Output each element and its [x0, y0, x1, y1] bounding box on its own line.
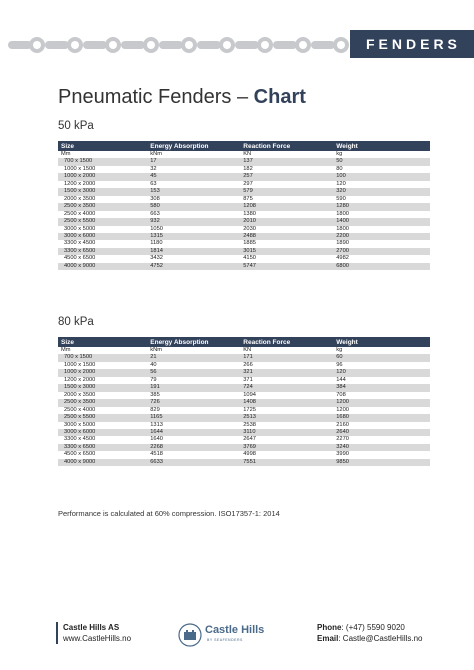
table-cell: 182: [240, 166, 333, 173]
table-cell: 2500 x 3500: [58, 399, 147, 406]
table-body: [58, 347, 430, 466]
table-cell: 3000 x 5000: [58, 422, 147, 429]
table-cell: 3432: [147, 255, 240, 262]
table-cell: 4752: [147, 263, 240, 270]
table-cell: 96: [333, 362, 430, 369]
table-row: [58, 211, 430, 218]
phone-label: Phone: [317, 623, 342, 632]
spec-table-80kpa: [58, 337, 430, 466]
table-cell: 1814: [147, 248, 240, 255]
column-header: Reaction Force: [240, 337, 333, 347]
table-cell: 7551: [240, 459, 333, 466]
table-row: [58, 429, 430, 436]
table-row: [58, 369, 430, 376]
table-cell: 932: [147, 218, 240, 225]
unit-cell: KN: [240, 151, 333, 158]
table-cell: 3990: [333, 451, 430, 458]
table-cell: 371: [240, 377, 333, 384]
table-row: [58, 188, 430, 195]
unit-cell: Mm: [58, 151, 147, 158]
table-cell: 829: [147, 407, 240, 414]
table-cell: 3769: [240, 444, 333, 451]
table-cell: 4982: [333, 255, 430, 262]
table-row: [58, 354, 430, 361]
email-label: Email: [317, 634, 339, 643]
table-cell: 144: [333, 377, 430, 384]
table-cell: 321: [240, 369, 333, 376]
table-cell: 2500 x 5500: [58, 218, 147, 225]
table-row: [58, 173, 430, 180]
table-cell: 17: [147, 158, 240, 165]
footer-company-block: [63, 622, 131, 644]
table-cell: 120: [333, 181, 430, 188]
table-cell: 1313: [147, 422, 240, 429]
table-cell: 726: [147, 399, 240, 406]
units-row: [58, 347, 430, 354]
table-cell: 1680: [333, 414, 430, 421]
table-cell: 1400: [333, 218, 430, 225]
column-header: Energy Absorption: [147, 337, 240, 347]
column-header: Weight: [333, 337, 430, 347]
table-row: [58, 444, 430, 451]
phone-line: [317, 622, 423, 633]
table-cell: 1800: [333, 211, 430, 218]
table-cell: 1315: [147, 233, 240, 240]
table-cell: 1165: [147, 414, 240, 421]
table-cell: 60: [333, 354, 430, 361]
table-cell: 2500 x 4000: [58, 407, 147, 414]
unit-cell: kNm: [147, 151, 240, 158]
table-cell: 1200 x 2000: [58, 377, 147, 384]
table-cell: 708: [333, 392, 430, 399]
table-row: [58, 226, 430, 233]
table-cell: 153: [147, 188, 240, 195]
page-title: [58, 86, 306, 109]
unit-cell: KN: [240, 347, 333, 354]
table-cell: 1208: [240, 203, 333, 210]
column-header: Weight: [333, 141, 430, 151]
table-cell: 385: [147, 392, 240, 399]
table-row: [58, 181, 430, 188]
column-header: Energy Absorption: [147, 141, 240, 151]
table-cell: 2700: [333, 248, 430, 255]
logo-text: Castle Hills: [205, 624, 265, 636]
table-cell: 724: [240, 384, 333, 391]
table-cell: 1800: [333, 226, 430, 233]
table-cell: 320: [333, 188, 430, 195]
unit-cell: kg: [333, 347, 430, 354]
table-cell: 2270: [333, 436, 430, 443]
table-cell: 1280: [333, 203, 430, 210]
table-cell: 1640: [147, 436, 240, 443]
table-cell: 3300 x 4500: [58, 240, 147, 247]
table-cell: 1725: [240, 407, 333, 414]
table-cell: 2513: [240, 414, 333, 421]
table-row: [58, 399, 430, 406]
table-row: [58, 414, 430, 421]
footer-contact-block: [317, 622, 423, 644]
table-cell: 3240: [333, 444, 430, 451]
table-cell: 4500 x 6500: [58, 451, 147, 458]
table-cell: 700 x 1500: [58, 354, 147, 361]
table-cell: 1200: [333, 407, 430, 414]
column-header: Size: [58, 141, 147, 151]
table-header-row: [58, 337, 430, 347]
table-cell: 3000 x 6000: [58, 429, 147, 436]
table-row: [58, 240, 430, 247]
table-row: [58, 263, 430, 270]
table-cell: 1500 x 3000: [58, 384, 147, 391]
table-cell: 2160: [333, 422, 430, 429]
table-cell: 4000 x 9000: [58, 459, 147, 466]
table-cell: 1094: [240, 392, 333, 399]
table-row: [58, 218, 430, 225]
column-header: Reaction Force: [240, 141, 333, 151]
footer-divider: [56, 622, 58, 644]
table-cell: 4150: [240, 255, 333, 262]
unit-cell: kg: [333, 151, 430, 158]
table-cell: 40: [147, 362, 240, 369]
table-cell: 308: [147, 196, 240, 203]
table-cell: 9850: [333, 459, 430, 466]
table-row: [58, 166, 430, 173]
table-cell: 1890: [333, 240, 430, 247]
phone-number[interactable]: : (+47) 5590 9020: [341, 623, 405, 632]
table-cell: 45: [147, 173, 240, 180]
table-cell: 1000 x 1500: [58, 166, 147, 173]
table-cell: 137: [240, 158, 333, 165]
table-cell: 56: [147, 369, 240, 376]
table-cell: 2200: [333, 233, 430, 240]
table-label-80kpa: 80 kPa: [58, 316, 94, 328]
performance-note: Performance is calculated at 60% compression. ISO17357-1: 2014: [58, 509, 280, 518]
table-cell: 1000 x 2000: [58, 173, 147, 180]
table-cell: 4500 x 6500: [58, 255, 147, 262]
table-cell: 2640: [333, 429, 430, 436]
table-cell: 1644: [147, 429, 240, 436]
table-cell: 79: [147, 377, 240, 384]
table-cell: 700 x 1500: [58, 158, 147, 165]
table-row: [58, 459, 430, 466]
table-cell: 80: [333, 166, 430, 173]
table-cell: 6800: [333, 263, 430, 270]
table-row: [58, 392, 430, 399]
unit-cell: kNm: [147, 347, 240, 354]
email-line: [317, 633, 423, 644]
table-cell: 875: [240, 196, 333, 203]
table-cell: 297: [240, 181, 333, 188]
table-cell: 2000 x 3500: [58, 196, 147, 203]
page-title-highlight: Chart: [253, 86, 306, 108]
table-cell: 1885: [240, 240, 333, 247]
table-cell: 5747: [240, 263, 333, 270]
table-cell: 4518: [147, 451, 240, 458]
table-cell: 63: [147, 181, 240, 188]
table-row: [58, 436, 430, 443]
table-cell: 3300 x 4500: [58, 436, 147, 443]
website-link[interactable]: www.CastleHills.no: [63, 634, 132, 643]
units-row: [58, 151, 430, 158]
table-row: [58, 158, 430, 165]
table-row: [58, 377, 430, 384]
column-header: Size: [58, 337, 147, 347]
table-cell: 384: [333, 384, 430, 391]
table-cell: 2647: [240, 436, 333, 443]
brand-banner: FENDERS: [350, 30, 474, 58]
table-cell: 100: [333, 173, 430, 180]
table-cell: 2500 x 5500: [58, 414, 147, 421]
table-header-row: [58, 141, 430, 151]
table-cell: 191: [147, 384, 240, 391]
table-cell: 120: [333, 369, 430, 376]
table-cell: 1000 x 1500: [58, 362, 147, 369]
table-cell: 3110: [240, 429, 333, 436]
table-cell: 4000 x 9000: [58, 263, 147, 270]
chain-decoration: [0, 34, 350, 56]
table-cell: 1200: [333, 399, 430, 406]
logo-tagline: BY SEAFENDERS: [207, 638, 243, 642]
table-cell: 580: [147, 203, 240, 210]
table-cell: 1500 x 3000: [58, 188, 147, 195]
table-label-50kpa: 50 kPa: [58, 120, 94, 132]
table-cell: 3300 x 6500: [58, 248, 147, 255]
table-cell: 3000 x 5000: [58, 226, 147, 233]
table-cell: 1200 x 2000: [58, 181, 147, 188]
table-row: [58, 362, 430, 369]
table-cell: 590: [333, 196, 430, 203]
table-cell: 2500 x 3500: [58, 203, 147, 210]
table-body: [58, 151, 430, 270]
table-cell: 171: [240, 354, 333, 361]
table-cell: 2488: [240, 233, 333, 240]
table-row: [58, 451, 430, 458]
email-address[interactable]: : Castle@CastleHills.no: [338, 634, 423, 643]
table-cell: 50: [333, 158, 430, 165]
table-cell: 1180: [147, 240, 240, 247]
table-row: [58, 203, 430, 210]
table-row: [58, 407, 430, 414]
spec-table-50kpa: [58, 141, 430, 270]
table-cell: 3300 x 6500: [58, 444, 147, 451]
table-row: [58, 384, 430, 391]
table-row: [58, 196, 430, 203]
table-cell: 663: [147, 211, 240, 218]
table-cell: 32: [147, 166, 240, 173]
table-cell: 21: [147, 354, 240, 361]
table-cell: 6633: [147, 459, 240, 466]
table-cell: 1000 x 2000: [58, 369, 147, 376]
table-row: [58, 248, 430, 255]
unit-cell: Mm: [58, 347, 147, 354]
table-cell: 266: [240, 362, 333, 369]
table-row: [58, 233, 430, 240]
company-name: Castle Hills AS: [63, 623, 120, 632]
table-cell: 1050: [147, 226, 240, 233]
table-cell: 2010: [240, 218, 333, 225]
table-cell: 2268: [147, 444, 240, 451]
table-cell: 1380: [240, 211, 333, 218]
table-cell: 2538: [240, 422, 333, 429]
table-cell: 3000 x 6000: [58, 233, 147, 240]
table-row: [58, 422, 430, 429]
table-cell: 2030: [240, 226, 333, 233]
table-row: [58, 255, 430, 262]
table-cell: 3015: [240, 248, 333, 255]
table-cell: 2500 x 4000: [58, 211, 147, 218]
page-title-main: Pneumatic Fenders –: [58, 86, 249, 108]
table-cell: 257: [240, 173, 333, 180]
table-cell: 4998: [240, 451, 333, 458]
table-cell: 2000 x 3500: [58, 392, 147, 399]
table-cell: 579: [240, 188, 333, 195]
table-cell: 1408: [240, 399, 333, 406]
